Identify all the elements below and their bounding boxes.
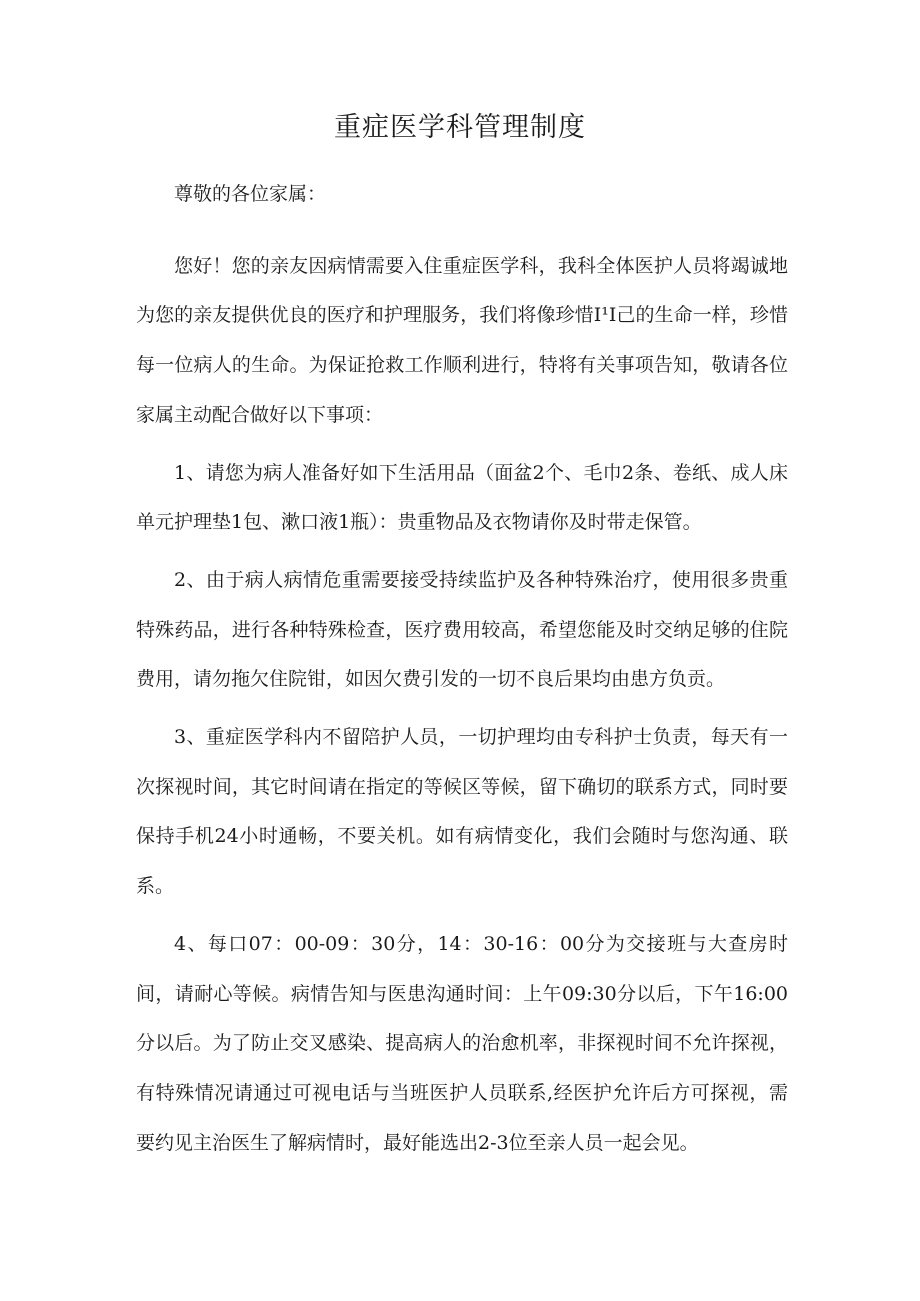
paragraph-item-2: 2、由于病人病情危重需要接受持续监护及各种特殊治疗，使用很多贵重特殊药品，进行各种特殊检查，医疗费用较高，希望您能及时交纳足够的住院费用，请勿拖欠住院钳，如因欠费引发的一切不良后果均由患方负贡。 xyxy=(136,568,788,691)
paragraph-intro: 您好！您的亲友因病情需要入住重症医学科，我科全体医护人员将竭诚地为您的亲友提供优良的医疗和护理服务，我们将像珍惜I¹I己的生命一样，珍惜每一位病人的生命。为保证抢救工作顺利进行，特将有关事项告知，敬请各位家属主动配合做好以下事项： xyxy=(136,254,788,426)
document-body xyxy=(136,170,788,1176)
document-title: 重症医学科管理制度 xyxy=(334,112,586,143)
paragraph-item-4: 4、每口07：00-09：30分，14：30-16：00分为交接班与大查房时间，请耐心等候。病情告知与医患沟通时间：上午09:30分以后，下午16:00分以后。为了防止交叉感染、提高病人的治愈机率，非探视时间不允许探视，有特殊情况请通过可视电话与当班医护人员联系,经医护允许后方可探视，需要约见主治医生了解病情时，最好能选出2-3位至亲人员一起会见。 xyxy=(136,932,788,1154)
salutation: 尊敬的各位家属： xyxy=(174,183,327,205)
paragraph-item-1: 1、请您为病人准备好如下生活用品（面盆2个、毛巾2条、卷纸、成人床单元护理垫1包、漱口液1瓶）：贵重物品及衣物请你及时带走保管。 xyxy=(136,461,788,534)
paragraph-item-3: 3、重症医学科内不留陪护人员，一切护理均由专科护士负责，每天有一次探视时间，其它时间请在指定的等候区等候，留下确切的联系方式，同时要保持手机24小时通畅，不要关机。如有病情变化，我们会随时与您沟通、联系。 xyxy=(136,726,788,898)
